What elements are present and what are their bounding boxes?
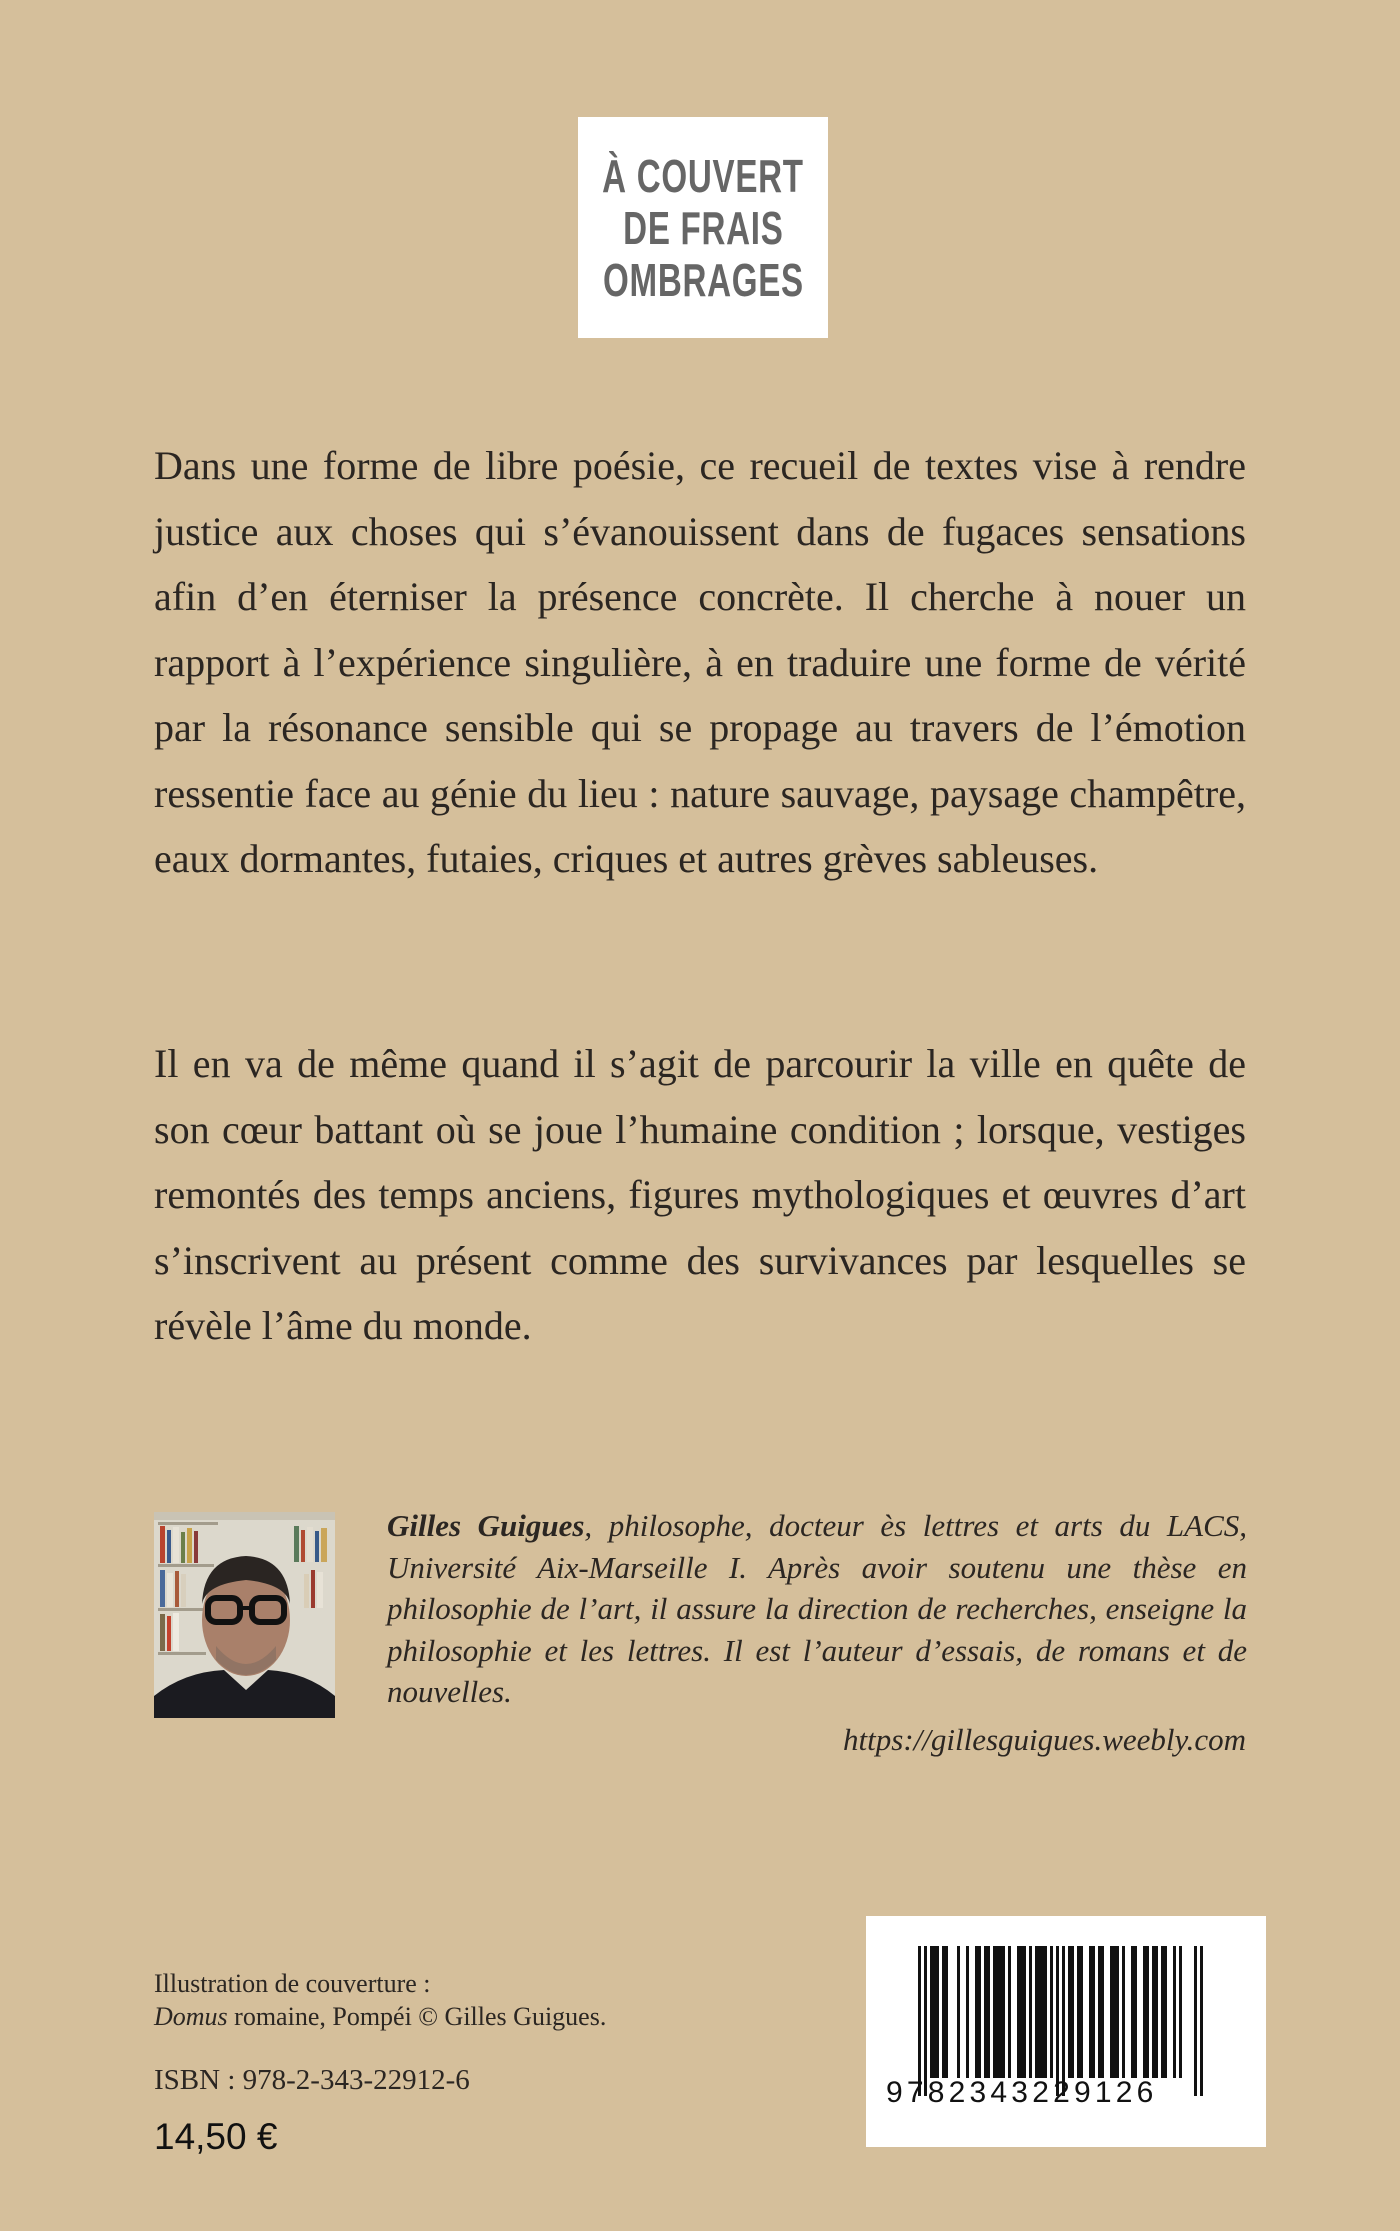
book-title-line-2: DE FRAIS <box>622 201 784 254</box>
barcode-bar <box>1023 1946 1026 2078</box>
barcode-bar <box>1077 1946 1080 2078</box>
barcode-bar <box>1020 1946 1023 2078</box>
barcode-bar <box>993 1946 996 2078</box>
barcode-bar <box>945 1946 948 2078</box>
barcode-bar <box>1017 1946 1020 2078</box>
barcode-bar <box>1152 1946 1155 2078</box>
barcode-bar <box>1041 1946 1044 2078</box>
barcode-bar <box>966 1946 969 2078</box>
barcode-bar <box>1008 1946 1011 2078</box>
barcode-bar <box>930 1946 933 2078</box>
author-website-link[interactable]: https://gillesguigues.weebly.com <box>843 1722 1246 1757</box>
barcode-bar <box>1134 1946 1137 2078</box>
barcode-bar <box>1050 1946 1053 2078</box>
barcode-bar <box>975 1946 978 2078</box>
blurb-paragraph-2: Il en va de même quand il s’agit de parcourir la ville en quête de son cœur battant où se joue l’humaine condition ; lorsque, vestiges remontés des temps anciens, figures mythologiques et œuvres d’art s’inscrivent au présent comme des survivances par lesquelles se révèle l’âme du monde. <box>154 1041 1246 1348</box>
barcode-bar <box>978 1946 981 2078</box>
author-bio <box>387 1505 1247 1713</box>
barcode-bar <box>918 1946 921 2096</box>
barcode-bar <box>1200 1946 1203 2096</box>
barcode-bar <box>1092 1946 1095 2078</box>
book-title-line-3: OMBRAGES <box>602 253 804 306</box>
barcode-bar <box>1164 1946 1167 2078</box>
barcode-bar <box>996 1946 999 2078</box>
barcode-bar <box>1056 1946 1059 2096</box>
barcode-bar <box>942 1946 945 2078</box>
barcode-bar <box>1071 1946 1074 2078</box>
barcode-bar <box>1146 1946 1149 2078</box>
barcode-bar <box>984 1946 987 2078</box>
barcode-bar <box>1080 1946 1083 2078</box>
barcode-bar <box>933 1946 936 2078</box>
barcode-bar <box>1173 1946 1176 2078</box>
cover-credit <box>154 1967 606 2033</box>
barcode-bar <box>1131 1946 1134 2078</box>
barcode-bar <box>1122 1946 1125 2078</box>
barcode-bar <box>1044 1946 1047 2078</box>
cover-credit-detail <box>154 2000 606 2033</box>
blurb-paragraph-1: Dans une forme de libre poésie, ce recueil de textes vise à rendre justice aux choses qui s’évanouissent dans de fugaces sensations afin d’en éterniser la présence concrète. Il cherche à nouer un rapport à l’expérience singulière, à en traduire une forme de vérité par la résonance sensible qui se propage au travers de l’émotion ressentie face au génie du lieu : nature sauvage, paysage champêtre, eaux dormantes, futaies, criques et autres grèves sableuses. <box>154 443 1246 881</box>
barcode-box <box>866 1916 1266 2147</box>
barcode-bar <box>1002 1946 1005 2078</box>
barcode-bar <box>936 1946 939 2078</box>
barcode-bar <box>999 1946 1002 2078</box>
barcode-bar <box>1113 1946 1116 2078</box>
barcode-bar <box>1179 1946 1182 2078</box>
barcode-bar <box>1089 1946 1092 2078</box>
author-photo <box>154 1512 335 1718</box>
isbn-text: ISBN : 978-2-343-22912-6 <box>154 2064 470 2096</box>
barcode-bar <box>1110 1946 1113 2078</box>
barcode-bar <box>1101 1946 1104 2078</box>
barcode-bar <box>1029 1946 1032 2078</box>
barcode-bar <box>1194 1946 1197 2096</box>
barcode-bar <box>1143 1946 1146 2078</box>
cover-credit-rest: romaine, Pompéi © Gilles Guigues. <box>227 2002 607 2031</box>
barcode-bar <box>987 1946 990 2078</box>
barcode-bar <box>1098 1946 1101 2078</box>
barcode-bar <box>1068 1946 1071 2078</box>
barcode-digits: 9782343229126 <box>886 2076 1158 2109</box>
barcode-bar <box>1038 1946 1041 2078</box>
barcode-bars <box>866 1916 1266 2147</box>
book-title-box <box>578 117 828 338</box>
cover-credit-work: Domus <box>154 2002 228 2031</box>
book-title-line-1: À COUVERT <box>602 149 804 202</box>
barcode-bar <box>1062 1946 1065 2096</box>
cover-credit-label: Illustration de couverture : <box>154 1969 431 1998</box>
author-name: Gilles Guigues <box>387 1508 585 1543</box>
barcode-bar <box>1035 1946 1038 2078</box>
price-text: 14,50 € <box>154 2116 278 2157</box>
barcode-bar <box>957 1946 960 2078</box>
author-bio-text: , philosophe, docteur ès lettres et arts du LACS, Université Aix-Marseille I. Après avoir soutenu une thèse en philosophie de l’art, il assure la direction de recherches, enseigne la philosophie et les lettres. Il est l’auteur d’essais, de romans et de nouvelles. <box>387 1508 1247 1709</box>
barcode-bar <box>1116 1946 1119 2078</box>
barcode-bar <box>924 1946 927 2096</box>
barcode-bar <box>1161 1946 1164 2078</box>
barcode-bar <box>1155 1946 1158 2078</box>
